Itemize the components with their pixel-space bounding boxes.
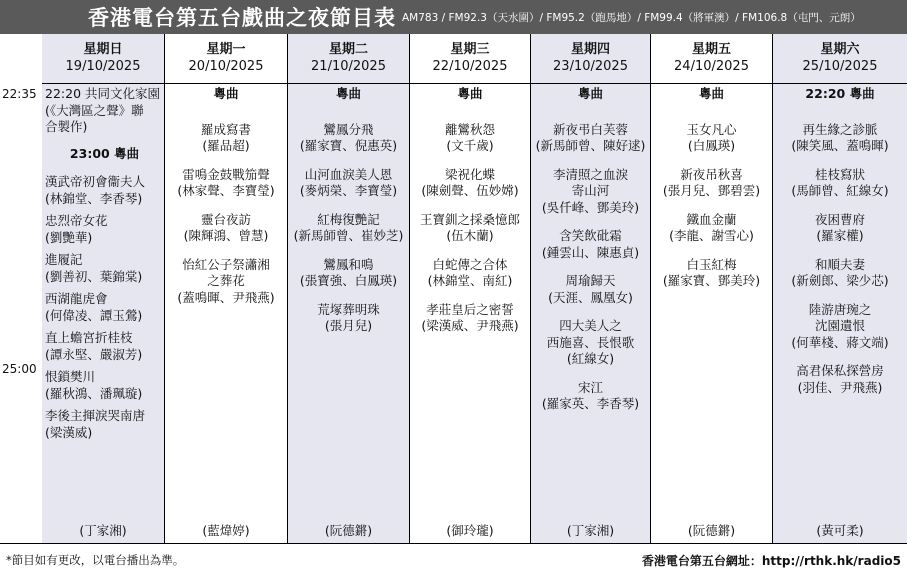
day-column-5 xyxy=(651,34,773,543)
programme-item xyxy=(410,257,530,290)
programme-item xyxy=(288,257,409,290)
programme-line: (陳輝鴻、曾慧) xyxy=(183,228,269,243)
programme-item xyxy=(165,122,287,155)
day-header xyxy=(651,34,772,84)
genre-label: 粵曲 xyxy=(577,86,603,101)
programme-item xyxy=(531,273,650,306)
programme-item xyxy=(410,122,530,155)
programme-line: 李後主揮淚哭南唐 xyxy=(45,408,146,423)
programme-line: 夜困曹府 xyxy=(814,211,865,227)
programme-list xyxy=(288,86,409,347)
programme-item xyxy=(45,408,164,441)
programme-line: 梁祝化蝶 xyxy=(444,166,495,182)
programme-item xyxy=(45,174,164,207)
programme-item xyxy=(288,122,409,155)
website-url: 香港電台第五台網址：http://rthk.hk/radio5 xyxy=(641,553,901,568)
programme-line: 白玉紅梅 xyxy=(686,256,737,272)
midnight-time: 25:00 xyxy=(2,362,37,376)
programme-line: (新劍郎、梁少芯) xyxy=(791,273,889,288)
programme-line: 宋江 xyxy=(577,379,603,395)
programme-item xyxy=(773,302,907,352)
presenter-name: (阮德鏘) xyxy=(687,523,736,538)
day-name: 星期日 xyxy=(83,42,123,57)
programme-line: (蓋鳴暉、尹飛燕) xyxy=(177,289,275,305)
programme-list xyxy=(410,86,530,347)
programme-line: (劉艷華) xyxy=(45,229,93,245)
programme-line: (林家聲、李寶瑩) xyxy=(177,183,275,198)
day-name: 星期四 xyxy=(570,42,610,57)
programme-item xyxy=(773,122,907,155)
programme-item xyxy=(410,302,530,335)
programme-line: 22:20 共同文化家園 xyxy=(45,86,160,101)
programme-item xyxy=(165,212,287,245)
programme-item xyxy=(410,212,530,245)
day-header xyxy=(288,34,409,84)
presenter-name: (阮德鏘) xyxy=(324,523,373,538)
programme-line: 進履記 xyxy=(45,252,83,267)
genre-label: 粵曲 xyxy=(213,86,239,101)
programme-line: 鸞鳳分飛 xyxy=(323,121,374,137)
programme-line: (羽佳、尹飛燕) xyxy=(797,379,883,395)
programme-line: 漢武帝初會衞夫人 xyxy=(45,174,146,189)
programme-item xyxy=(651,122,772,155)
programme-line: (羅家寶、倪惠英) xyxy=(299,138,398,153)
programme-line: (李龍、謝雪心) xyxy=(669,228,754,243)
programme-line: (羅家權) xyxy=(816,228,864,243)
programme-item xyxy=(45,369,164,402)
programme-line: (羅秋鴻、潘珮璇) xyxy=(45,385,143,401)
programme-line: (馬師曾、紅線女) xyxy=(791,183,889,198)
disclaimer-note: *節目如有更改，以電台播出為準。 xyxy=(6,553,185,567)
programme-line: 直上蟾宮折桂枝 xyxy=(45,330,133,345)
programme-line: 恨鎖樊川 xyxy=(45,369,96,384)
programme-line: 離鸞秋怨 xyxy=(444,121,495,137)
presenter-name: (御玲瓏) xyxy=(446,523,494,538)
start-time: 22:35 xyxy=(2,87,37,101)
programme-line: 白蛇傳之合体 xyxy=(432,256,508,272)
day-header xyxy=(165,34,287,84)
presenter-name: (黃可柔) xyxy=(816,523,864,538)
programme-line: 鐵血金蘭 xyxy=(686,211,737,227)
programme-item xyxy=(773,167,907,200)
programme-line: (梁漢威) xyxy=(45,424,93,440)
programme-list xyxy=(165,86,287,318)
programme-line: (梁漢威、尹飛燕) xyxy=(421,318,519,333)
programme-list xyxy=(773,86,907,408)
day-date: 20/10/2025 xyxy=(188,59,264,74)
programme-line: 四大美人之 xyxy=(559,318,622,333)
programme-line: 雷鳴金鼓戰笳聲 xyxy=(182,166,270,182)
programme-line: 陸游唐琬之 xyxy=(808,301,872,317)
programme-line: 桂枝寫狀 xyxy=(814,166,865,182)
day-column-0 xyxy=(42,34,165,543)
day-date: 21/10/2025 xyxy=(311,59,386,74)
programme-line: 孝莊皇后之密誓 xyxy=(426,301,514,317)
programme-line: (羅家寶、鄧美玲) xyxy=(662,273,761,288)
programme-line: 寄山河 xyxy=(571,183,610,198)
day-column-6 xyxy=(773,34,907,543)
day-date: 23/10/2025 xyxy=(553,59,628,74)
programme-line: 西施喜、長恨歌 xyxy=(546,334,635,350)
programme-line: 西湖龍虎會 xyxy=(45,291,108,306)
programme-line: 之葬花 xyxy=(207,273,245,288)
programme-item xyxy=(288,212,409,245)
programme-line: (林錦堂、南紅) xyxy=(427,273,513,288)
day-header xyxy=(531,34,650,84)
genre-label: 粵曲 xyxy=(457,86,483,101)
schedule-header xyxy=(0,0,907,34)
programme-line: 荒塚葬明珠 xyxy=(317,301,380,317)
day-column-4 xyxy=(531,34,651,543)
presenter-name: (藍煒婷) xyxy=(202,523,250,538)
schedule-grid xyxy=(0,34,907,543)
programme-line: 合製作) xyxy=(45,119,88,134)
day-column-2 xyxy=(288,34,410,543)
programme-item xyxy=(531,380,650,413)
programme-line: 高君保私探營房 xyxy=(796,363,884,378)
programme-item xyxy=(410,167,530,200)
programme-line: 靈台夜訪 xyxy=(200,211,251,227)
programme-item xyxy=(165,167,287,200)
programme-line: (何偉凌、譚玉鶯) xyxy=(45,307,143,323)
frequency-list: AM783 / FM92.3（天水圍）/ FM95.2（跑馬地）/ FM99.4（將軍澳）/ FM106.8（屯門、元朗） xyxy=(402,11,861,24)
programme-line: 怡紅公子祭瀟湘 xyxy=(182,256,270,272)
presenter-name: (丁家湘) xyxy=(79,523,127,538)
day-date: 22/10/2025 xyxy=(432,59,508,74)
programme-line: (天涯、鳳凰女) xyxy=(548,289,633,305)
programme-item xyxy=(288,167,409,200)
day-name: 星期二 xyxy=(328,42,368,57)
programme-list xyxy=(651,86,772,302)
programme-item xyxy=(45,291,164,324)
programme-list xyxy=(42,86,164,447)
presenter-name: (丁家湘) xyxy=(566,523,615,538)
programme-item xyxy=(531,228,650,261)
programme-line: 周瑜歸天 xyxy=(565,273,616,288)
day-column-3 xyxy=(410,34,531,543)
programme-line: 再生緣之診脈 xyxy=(802,121,878,137)
programme-line: (《大灣區之聲》聯 xyxy=(45,102,144,118)
programme-line: (紅線女) xyxy=(566,351,615,366)
programme-line: (麥炳榮、李寶瑩) xyxy=(299,183,398,198)
programme-item xyxy=(45,330,164,363)
day-date: 19/10/2025 xyxy=(65,59,141,74)
genre-label: 粵曲 xyxy=(335,86,361,101)
time-column xyxy=(0,34,43,543)
programme-line: 山河血淚美人恩 xyxy=(304,166,393,182)
programme-line: (劉善初、葉錦棠) xyxy=(45,268,143,284)
programme-line: 沈園遺恨 xyxy=(814,318,865,333)
programme-line: (陳笑風、蓋鳴暉) xyxy=(791,138,889,153)
programme-item xyxy=(651,167,772,200)
programme-line: 和順夫妻 xyxy=(814,256,865,272)
programme-item xyxy=(531,167,650,217)
programme-line: (文千歲) xyxy=(446,138,494,153)
programme-item xyxy=(45,213,164,246)
programme-item xyxy=(773,257,907,290)
programme-line: (何華棧、蔣文端) xyxy=(791,334,889,350)
day-header xyxy=(42,34,164,84)
programme-line: (新馬師曾、陳好逑) xyxy=(535,138,646,153)
programme-line: 含笑飲砒霜 xyxy=(559,228,622,243)
programme-line: (伍木蘭) xyxy=(446,228,494,243)
programme-line: (張月兒、鄧碧雲) xyxy=(662,183,761,198)
programme-line: 鸞鳳和鳴 xyxy=(323,256,374,272)
programme-line: (林錦堂、李香琴) xyxy=(45,190,143,206)
programme-line: (羅品超) xyxy=(202,138,250,153)
programme-line: (譚永堅、嚴淑芳) xyxy=(45,346,143,362)
programme-line: 李清照之血淚 xyxy=(552,166,628,182)
day-name: 星期五 xyxy=(691,42,731,57)
programme-line: 王寶釧之採桑憶郎 xyxy=(419,211,520,227)
programme-line: 玉女凡心 xyxy=(686,121,737,137)
day-name: 星期一 xyxy=(206,42,246,57)
programme-item xyxy=(773,212,907,245)
programme-line: 紅梅復艷記 xyxy=(317,211,380,227)
programme-item xyxy=(651,212,772,245)
footer xyxy=(0,543,907,576)
programme-line: (吳仟峰、鄧美玲) xyxy=(541,199,640,215)
programme-line: 忠烈帝女花 xyxy=(45,213,108,228)
programme-line: (白鳳瑛) xyxy=(687,138,736,153)
programme-line: (羅家英、李香琴) xyxy=(541,396,640,411)
programme-line: (張寶強、白鳳瑛) xyxy=(299,273,398,288)
genre-label: 22:20 粵曲 xyxy=(805,86,875,101)
day-date: 24/10/2025 xyxy=(674,59,749,74)
day-header xyxy=(773,34,907,84)
programme-line: 新夜吊秋喜 xyxy=(680,166,743,182)
programme-item xyxy=(531,318,650,368)
programme-item xyxy=(288,302,409,335)
programme-item xyxy=(773,363,907,396)
programme-line: 新夜弔白芙蓉 xyxy=(552,121,628,137)
day-name: 星期六 xyxy=(820,42,860,57)
day-header xyxy=(410,34,530,84)
genre-label: 23:00 粵曲 xyxy=(69,145,140,161)
programme-item xyxy=(165,257,287,307)
programme-item xyxy=(531,122,650,155)
programme-list xyxy=(531,86,650,425)
page-title: 香港電台第五台戲曲之夜節目表 xyxy=(88,6,396,30)
programme-line: (陳劍聲、伍妙嫦) xyxy=(421,183,519,198)
programme-line: 羅成寫書 xyxy=(200,121,251,137)
programme-line: (張月兒) xyxy=(324,318,373,333)
genre-label: 粵曲 xyxy=(698,86,724,101)
programme-item xyxy=(45,252,164,285)
programme-item xyxy=(651,257,772,290)
programme-line: (鍾雲山、陳惠貞) xyxy=(541,244,640,260)
programme-line: (新馬師曾、崔妙芝) xyxy=(293,228,404,243)
day-column-1 xyxy=(165,34,288,543)
day-date: 25/10/2025 xyxy=(802,59,878,74)
special-programme xyxy=(45,86,164,136)
day-name: 星期三 xyxy=(450,42,490,57)
